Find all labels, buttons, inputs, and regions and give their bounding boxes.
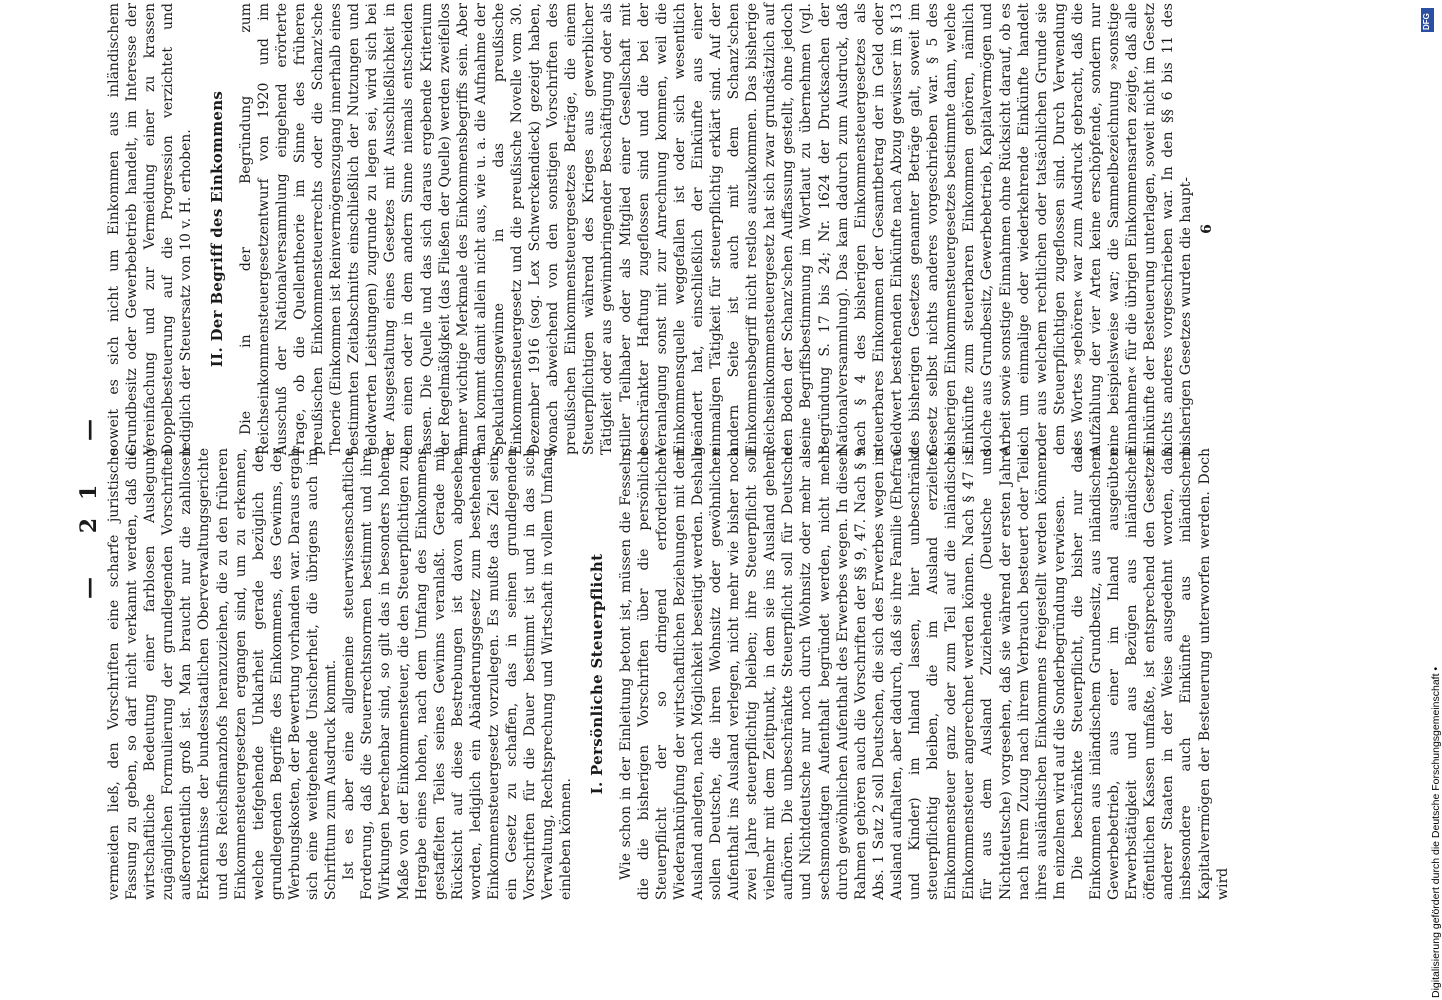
section-heading: II. Der Begriff des Einkommens — [208, 90, 227, 368]
paragraph: Wie schon in der Einleitung betont ist, müssen die Fesseln, die die bisherigen Vorschriften über die persönliche Steuerpflicht der so dringend erforderlichen Wiederanknüpfung der wirtschaftlichen Beziehungen mit dem Ausland anlegten, nach Möglichkeit beseitigt werden. Deshalb sollen Deutsche, die ihren Wohnsitz oder gewöhnlichen Aufenthalt ins Ausland verlegen, nicht mehr wie bisher noch zwei Jahre steuerpflichtig bleiben; ihre Steuerpflicht soll vielmehr mit dem Zeitpunkt, in dem sie ins Ausland gehen, aufhören. Die unbeschränkte Steuerpflicht soll für Deutsche und Nichtdeutsche nur noch durch Wohnsitz oder mehr als sechsmonatigen Aufenthalt begründet werden, nicht mehr durch gewöhnlichen Aufenthalt des Erwerbes wegen. In diesen Rahmen gehören auch die Vorschriften der §§ 9, 47. Nach § 9 Abs. 1 Satz 2 soll Deutschen, die sich des Erwerbes wegen im Ausland aufhalten, aber dadurch, daß sie ihre Familie (Ehefrau und Kinder) im Inland lassen, hier unbeschränkt steuerpflichtig bleiben, die im Ausland erzielten Einkommensteuer ganz oder zum Teil auf die inländische Einkommensteuer angerechnet werden können. Nach § 47 ist für aus dem Ausland Zuziehende (Deutsche und Nichtdeutsche) vorgesehen, daß sie während der ersten Jahre nach ihrem Zuzug nach ihrem Verbrauch besteuert oder Teile ihres ausländischen Einkommens freigestellt werden können. Im einzelnen wird auf die Sonderbegründung verwiesen. — [617, 448, 1068, 900]
dfg-logo-icon — [1421, 8, 1434, 32]
section-heading: I. Persönliche Steuerpflicht — [588, 553, 607, 795]
paragraph: soweit es sich nicht um Einkommen aus inländischem Grundbesitz oder Gewerbebetrieb handelt, im Interesse der Vereinfachung und zur Vermeidung einer zu krassen Doppelbesteuerung auf die Progression verzichtet und lediglich der Steuersatz von 10 v. H. erhoben. — [106, 3, 195, 455]
paragraph: vermeiden ließ, den Vorschriften eine scharfe juristische Fassung zu geben, so darf nicht verkannt werden, daß die wirtschaftliche Bedeutung einer farblosen Auslegung zugänglichen Formulierung der grundlegenden Vorschriften außerordentlich groß ist. Man braucht nur die zahllosen Erkenntnisse der bundesstaatlichen Oberverwaltungsgerichte und des Reichsfinanzhofs heranzuziehen, die zu den früheren Einkommensteuergesetzen ergangen sind, um zu erkennen, welche tiefgehende Unklarheit gerade bezüglich der grundlegenden Begriffe des Einkommens, des Gewinns, der Werbungskosten, der Bewertung vorhanden war. Daraus ergab sich eine weitgehende Unsicherheit, die übrigens auch im Schrifttum zum Ausdruck kommt. — [106, 448, 340, 900]
paragraph: Ist es aber eine allgemeine steuerwissenschaftliche Forderung, daß die Steuerrechtsnormen bestimmt und ihre Wirkungen berechenbar sind, so gilt das in besonders hohem Maße von der Einkommensteuer, die den Steuerpflichtigen zur Hergabe eines hohen, nach dem Umfang des Einkommens gestaffelten Teiles seines Gewinns veranlaßt. Gerade mit Rücksicht auf diese Bestrebungen ist davon abgesehen worden, lediglich ein Abänderungsgesetz zum bestehenden Einkommensteuergesetz vorzulegen. Es mußte das Ziel sein, ein Gesetz zu schaffen, das in seinen grundlegenden Vorschriften für die Dauer bestimmt ist und in das sich Verwaltung, Rechtsprechung und Wirtschaft in vollem Umfang einleben können. — [341, 448, 575, 900]
paragraph: Die beschränkte Steuerpflicht, die bisher nur das Einkommen aus inländischem Grundbesitz, aus inländischem Gewerbebetrieb, aus einer im Inland ausgeübten Erwerbstätigkeit und aus Bezügen aus inländischen öffentlichen Kassen umfaßte, ist entsprechend den Gesetzen anderer Staaten in der Weise ausgedehnt worden, daß insbesondere auch Einkünfte aus inländischem Kapitalvermögen der Besteuerung unterworfen werden. Doch wird — [1069, 448, 1231, 900]
dfg-logo-text: DFG — [1422, 13, 1431, 30]
signature-mark: 6 — [1198, 224, 1215, 234]
page-number: — 21 — — [76, 401, 102, 599]
left-column — [105, 448, 1232, 900]
right-column — [105, 3, 1216, 455]
credit-text: Digitalisierung gefördert durch die Deutsche Forschungsgemeinschaft • — [1430, 666, 1442, 998]
paragraph: Die in der Begründung zum Reichseinkommensteuergesetzentwurf von 1920 und im Ausschuß der Nationalversammlung eingehend erörterte Frage, ob die Quellentheorie im Sinne des früheren preußischen Einkommensteuerrechts oder die Schanz'sche Theorie (Einkommen ist Reinvermögenszugang innerhalb eines bestimmten Zeitabschnitts einschließlich der Nutzungen und geldwerten Leistungen) zugrunde zu legen sei, wird sich bei der Ausgestaltung eines Gesetzes mit Ausschließlichkeit in dem einen oder in dem andern Sinne niemals entscheiden lassen. Die Quelle und das sich daraus ergebende Kriterium der Regelmäßigkeit (das Fließen der Quelle) werden zweifellos immer wichtige Merkmale des Einkommensbegriffs sein. Aber man kommt damit allein nicht aus, wie u. a. die Aufnahme der Spekulationsgewinne in das preußische Einkommensteuergesetz und die preußische Novelle vom 30. Dezember 1916 (sog. Lex Schwerckendieck) gezeigt haben, wonach abweichend von den sonstigen Vorschriften des preußischen Einkommensteuergesetzes Beträge, die einem Steuerpflichtigen während des Krieges aus gewerblicher Tätigkeit oder aus gewinnbringender Beschäftigung oder als stiller Teilhaber oder als Mitglied einer Gesellschaft mit beschränkter Haftung zugeflossen sind und die bei der Veranlagung sonst mit zur Anrechnung kommen, weil die Einkommensquelle weggefallen ist oder sich wesentlich geändert hat, einschließlich der Einkünfte aus einer einmaligen Tätigkeit für steuerpflichtig erklärt sind. Auf der andern Seite ist auch mit dem Schanz'schen Einkommensbegriff nicht restlos auszukommen. Das bisherige Reichseinkommensteuergesetz hat sich zwar grundsätzlich auf den Boden der Schanz'schen Auffassung gestellt, ohne jedoch seine Begriffsbestimmung im Wortlaut zu übernehmen (vgl. Begründung S. 17 bis 24; Nr. 1624 der Drucksachen der Nationalversammlung). Das kam dadurch zum Ausdruck, daß nach § 4 des bisherigen Einkommensteuergesetzes als steuerbares Einkommen der Gesamtbetrag der in Geld oder Geldwert bestehenden Einkünfte nach Abzug gewisser im § 13 des bisherigen Gesetzes genannter Beträge galt, soweit im Gesetz selbst nichts anderes vorgeschrieben war. § 5 des bisherigen Einkommensteuergesetzes bestimmte dann, welche Einkünfte zum steuerbaren Einkommen gehören, nämlich solche aus Grundbesitz, Gewerbebetrieb, Kapitalvermögen und Arbeit sowie sonstige Einnahmen ohne Rücksicht darauf, ob es sich um einmalige oder wiederkehrende Einkünfte handelt oder aus welchem rechtlichen oder tatsächlichen Grunde sie dem Steuerpflichtigen zugeflossen sind. Durch Verwendung des Wortes »gehören« war zum Ausdruck gebracht, daß die Aufzählung der vier Arten keine erschöpfende, sondern nur eine beispielsweise war; die Sammelbezeichnung »sonstige Einnahmen« für die übrigen Einkommensarten zeigte, daß alle Einkünfte der Besteuerung unterlagen, soweit nicht im Gesetz nichts anderes vorgeschrieben war. In den §§ 6 bis 11 des bisherigen Gesetzes wurden die haupt- — [237, 3, 1195, 455]
digitization-credit — [1418, 8, 1442, 1000]
